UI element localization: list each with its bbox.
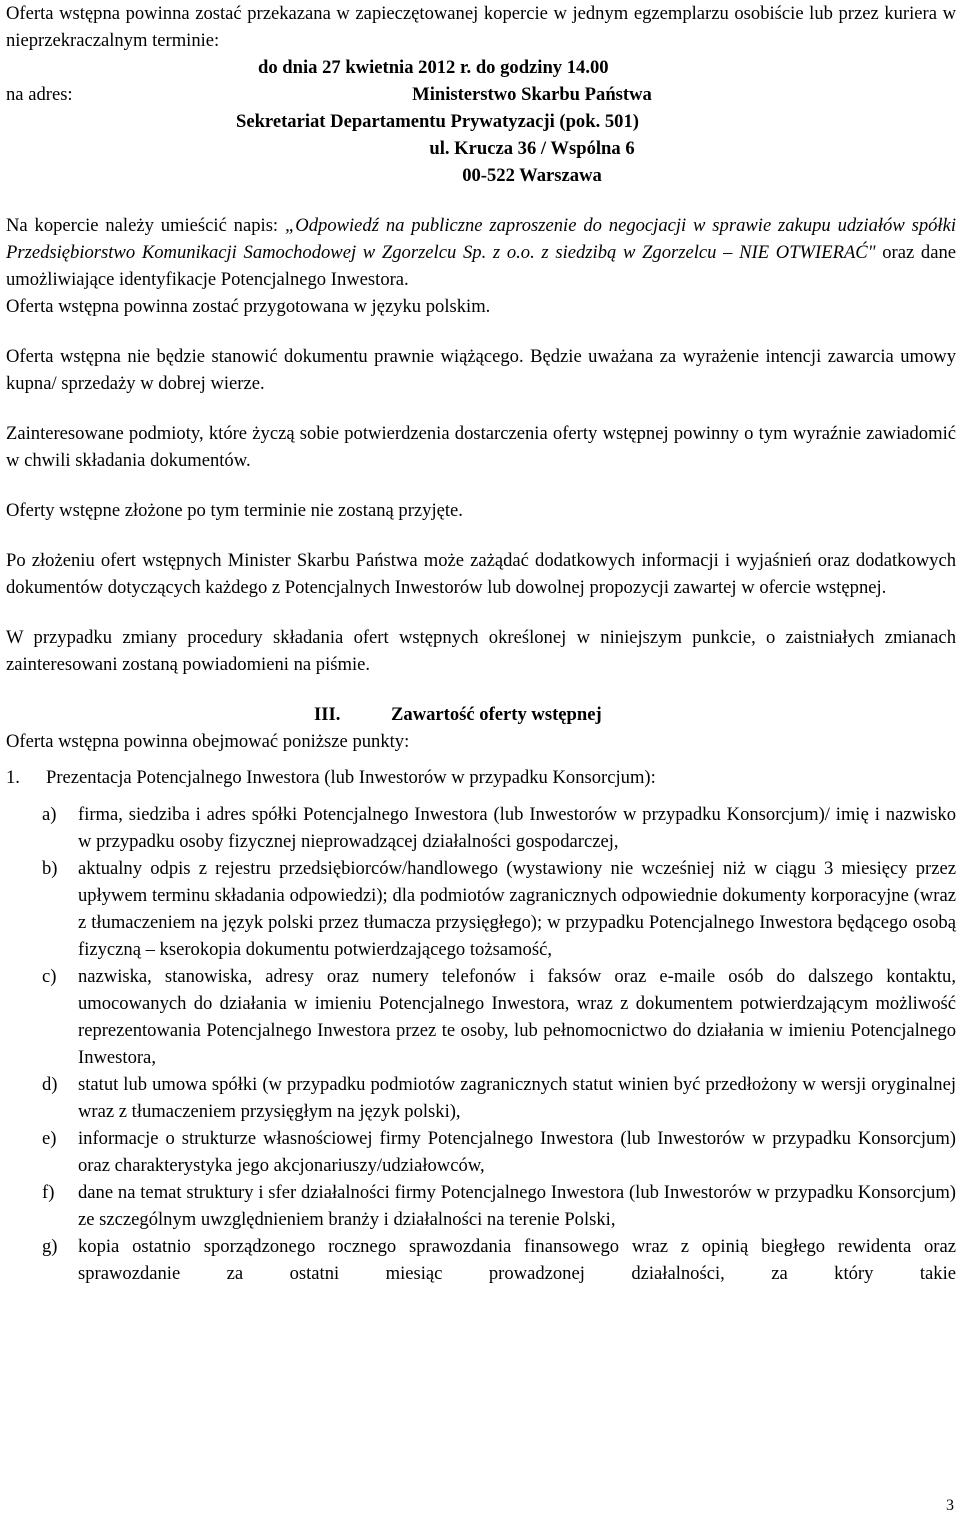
language-paragraph: Oferta wstępna powinna zostać przygotowana w języku polskim. [6,296,491,317]
list-item: b) aktualny odpis z rejestru przedsiębiorców/handlowego (wystawiony nie wcześniej niż w ciągu 3 miesięcy przez upływem terminu składania odpowiedzi); dla podmiotów zagranicznych odpowiednie dokumenty korporacyjne (wraz z tłumaczeniem na język polski przez tłumacza przysięgłego); w przypadku Potencjalnego Inwestora będącego osobą fizyczną – kserokopia dokumentu potwierdzającego tożsamość, [42,858,956,960]
address-line-4: 00-522 Warszawa [462,165,602,186]
procedure-changes-paragraph: W przypadku zmiany procedury składania ofert wstępnych określonej w niniejszym punkcie, o zaistniałych zmianach zainteresowani zostaną powiadomieni na piśmie. [6,627,956,675]
page-number: 3 [946,1497,954,1514]
list-item: c) nazwiska, stanowiska, adresy oraz numery telefonów i faksów oraz e-maile osób do dalszego kontaktu, umocowanych do działania w imieniu Potencjalnego Inwestora, wraz z dokumentem potwierdzającym możliwość reprezentowania Potencjalnego Inwestora przez te osoby, lub pełnomocnictwo do działania w imieniu Potencjalnego Inwestora, [42,966,956,1068]
section-title: Zawartość oferty wstępnej [391,704,602,725]
address-section [6,54,956,189]
list-item: g) kopia ostatnio sporządzonego rocznego sprawozdania finansowego wraz z opinią biegłego rewidenta oraz sprawozdanie za ostatni miesiąc prowadzonej działalności, za który takie [42,1236,956,1284]
confirmation-paragraph: Zainteresowane podmioty, które życzą sobie potwierdzenia dostarczenia oferty wstępnej powinny o tym wyraźnie zawiadomić w chwili składania dokumentów. [6,423,956,471]
envelope-post: oraz dane umożliwiające identyfikacje Potencjalnego Inwestora. [6,242,956,290]
intro-paragraph: Oferta wstępna powinna zostać przekazana w zapieczętowanej kopercie w jednym egzemplarzu osobiście lub przez kuriera w nieprzekraczalnym terminie: [6,3,956,51]
address-line-3: ul. Krucza 36 / Wspólna 6 [429,138,635,159]
envelope-pre: Na kopercie należy umieścić napis: [6,215,285,236]
additional-info-paragraph: Po złożeniu ofert wstępnych Minister Skarbu Państwa może zażądać dodatkowych informacji i wyjaśnień oraz dodatkowych dokumentów dotyczących każdego z Potencjalnych Inwestorów lub dowolnej propozycji zawartej w ofercie wstępnej. [6,550,956,598]
list-item: e) informacje o strukturze własnościowej firmy Potencjalnego Inwestora (lub Inwestorów w przypadku Konsorcjum) oraz charakterystyka jego akcjonariuszy/udziałowców, [42,1128,956,1176]
deadline: do dnia 27 kwietnia 2012 r. do godziny 14.00 [258,57,609,78]
list-item: d) statut lub umowa spółki (w przypadku podmiotów zagranicznych statut winien być przedłożony w wersji oryginalnej wraz z tłumaczeniem przysięgłym na język polski), [42,1074,956,1122]
point-1-text: Prezentacja Potencjalnego Inwestora (lub Inwestorów w przypadku Konsorcjum): [46,767,656,788]
address-block [236,54,956,189]
address-line-2: Sekretariat Departamentu Prywatyzacji (pok. 501) [236,111,639,132]
point-1 [6,764,956,791]
envelope-label: „Odpowiedź na publiczne zaproszenie do negocjacji w sprawie zakupu udziałów spółki Przedsiębiorstwo Komunikacji Samochodowej w Zgorzelcu Sp. z o.o. z siedzibą w Zgorzelcu – NIE OTWIERAĆ" [6,215,956,263]
list-item: f) dane na temat struktury i sfer działalności firmy Potencjalnego Inwestora (lub Inwestorów w przypadku Konsorcjum) ze szczególnym uwzględnieniem branży i działalności na terenie Polski, [42,1182,956,1230]
envelope-paragraph [6,212,956,293]
contents-intro: Oferta wstępna powinna obejmować poniższe punkty: [6,731,410,752]
sub-item-list [6,801,956,1287]
address-label: na adres: [6,84,73,105]
point-1-number: 1. [6,767,20,788]
binding-paragraph: Oferta wstępna nie będzie stanowić dokumentu prawnie wiążącego. Będzie uważana za wyrażenie intencji zawarcia umowy kupna/ sprzedaży w dobrej wierze. [6,346,956,394]
address-line-1: Ministerstwo Skarbu Państwa [412,84,652,105]
list-item: a) firma, siedziba i adres spółki Potencjalnego Inwestora (lub Inwestorów w przypadku Konsorcjum)/ imię i nazwisko w przypadku osoby fizycznej nieprowadzącej działalności gospodarczej, [42,804,956,852]
late-offers-paragraph: Oferty wstępne złożone po tym terminie nie zostaną przyjęte. [6,500,463,521]
section-number: III. [314,704,341,725]
section-heading [6,701,956,728]
